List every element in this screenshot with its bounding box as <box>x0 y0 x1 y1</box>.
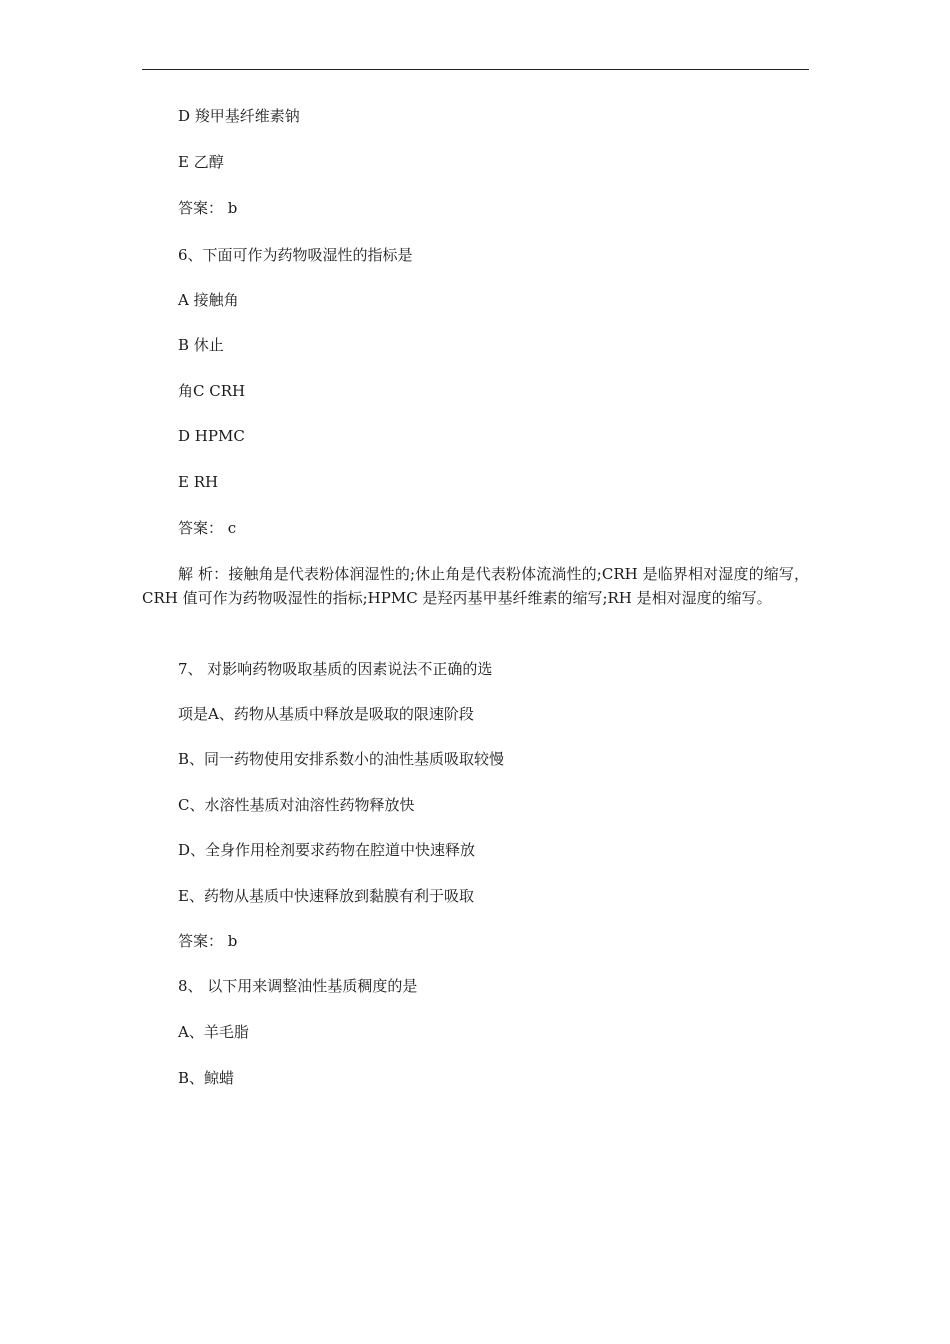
question-6: 6、下面可作为药物吸湿性的指标是 <box>178 246 413 264</box>
option-e-q6: E RH <box>178 473 219 491</box>
option-e-q7: E、药物从基质中快速释放到黏膜有利于吸取 <box>178 887 474 905</box>
header-rule <box>142 69 809 70</box>
answer-q5: 答案： b <box>178 199 238 217</box>
option-a-q8: A、羊毛脂 <box>178 1023 249 1041</box>
option-a-q7: 项是A、药物从基质中释放是吸取的限速阶段 <box>178 705 474 723</box>
option-b-q8: B、鲸蜡 <box>178 1069 235 1087</box>
answer-q7: 答案： b <box>178 932 238 950</box>
answer-q6: 答案： c <box>178 519 237 537</box>
question-8: 8、 以下用来调整油性基质稠度的是 <box>178 977 418 995</box>
option-a-q6: A 接触角 <box>178 291 239 309</box>
option-e-q5: E 乙醇 <box>178 153 224 171</box>
option-d-q7: D、全身作用栓剂要求药物在腔道中快速释放 <box>178 841 476 859</box>
question-7: 7、 对影响药物吸取基质的因素说法不正确的选 <box>178 660 493 678</box>
option-b-q6: B 休止 <box>178 336 224 354</box>
option-b-q7: B、同一药物使用安排系数小的油性基质吸取较慢 <box>178 750 505 768</box>
option-c-q6: 角C CRH <box>178 382 246 400</box>
explanation-q6: 解 析：接触角是代表粉体润湿性的;休止角是代表粉体流淌性的;CRH 是临界相对湿度的缩写，CRH 值可作为药物吸湿性的指标;HPMC 是羟丙基甲基纤维素的缩写;RH 是相对湿度的缩写。 <box>142 565 809 607</box>
option-c-q7: C、水溶性基质对油溶性药物释放快 <box>178 796 415 814</box>
option-d-q5: D 羧甲基纤维素钠 <box>178 107 300 125</box>
option-d-q6: D HPMC <box>178 427 245 445</box>
